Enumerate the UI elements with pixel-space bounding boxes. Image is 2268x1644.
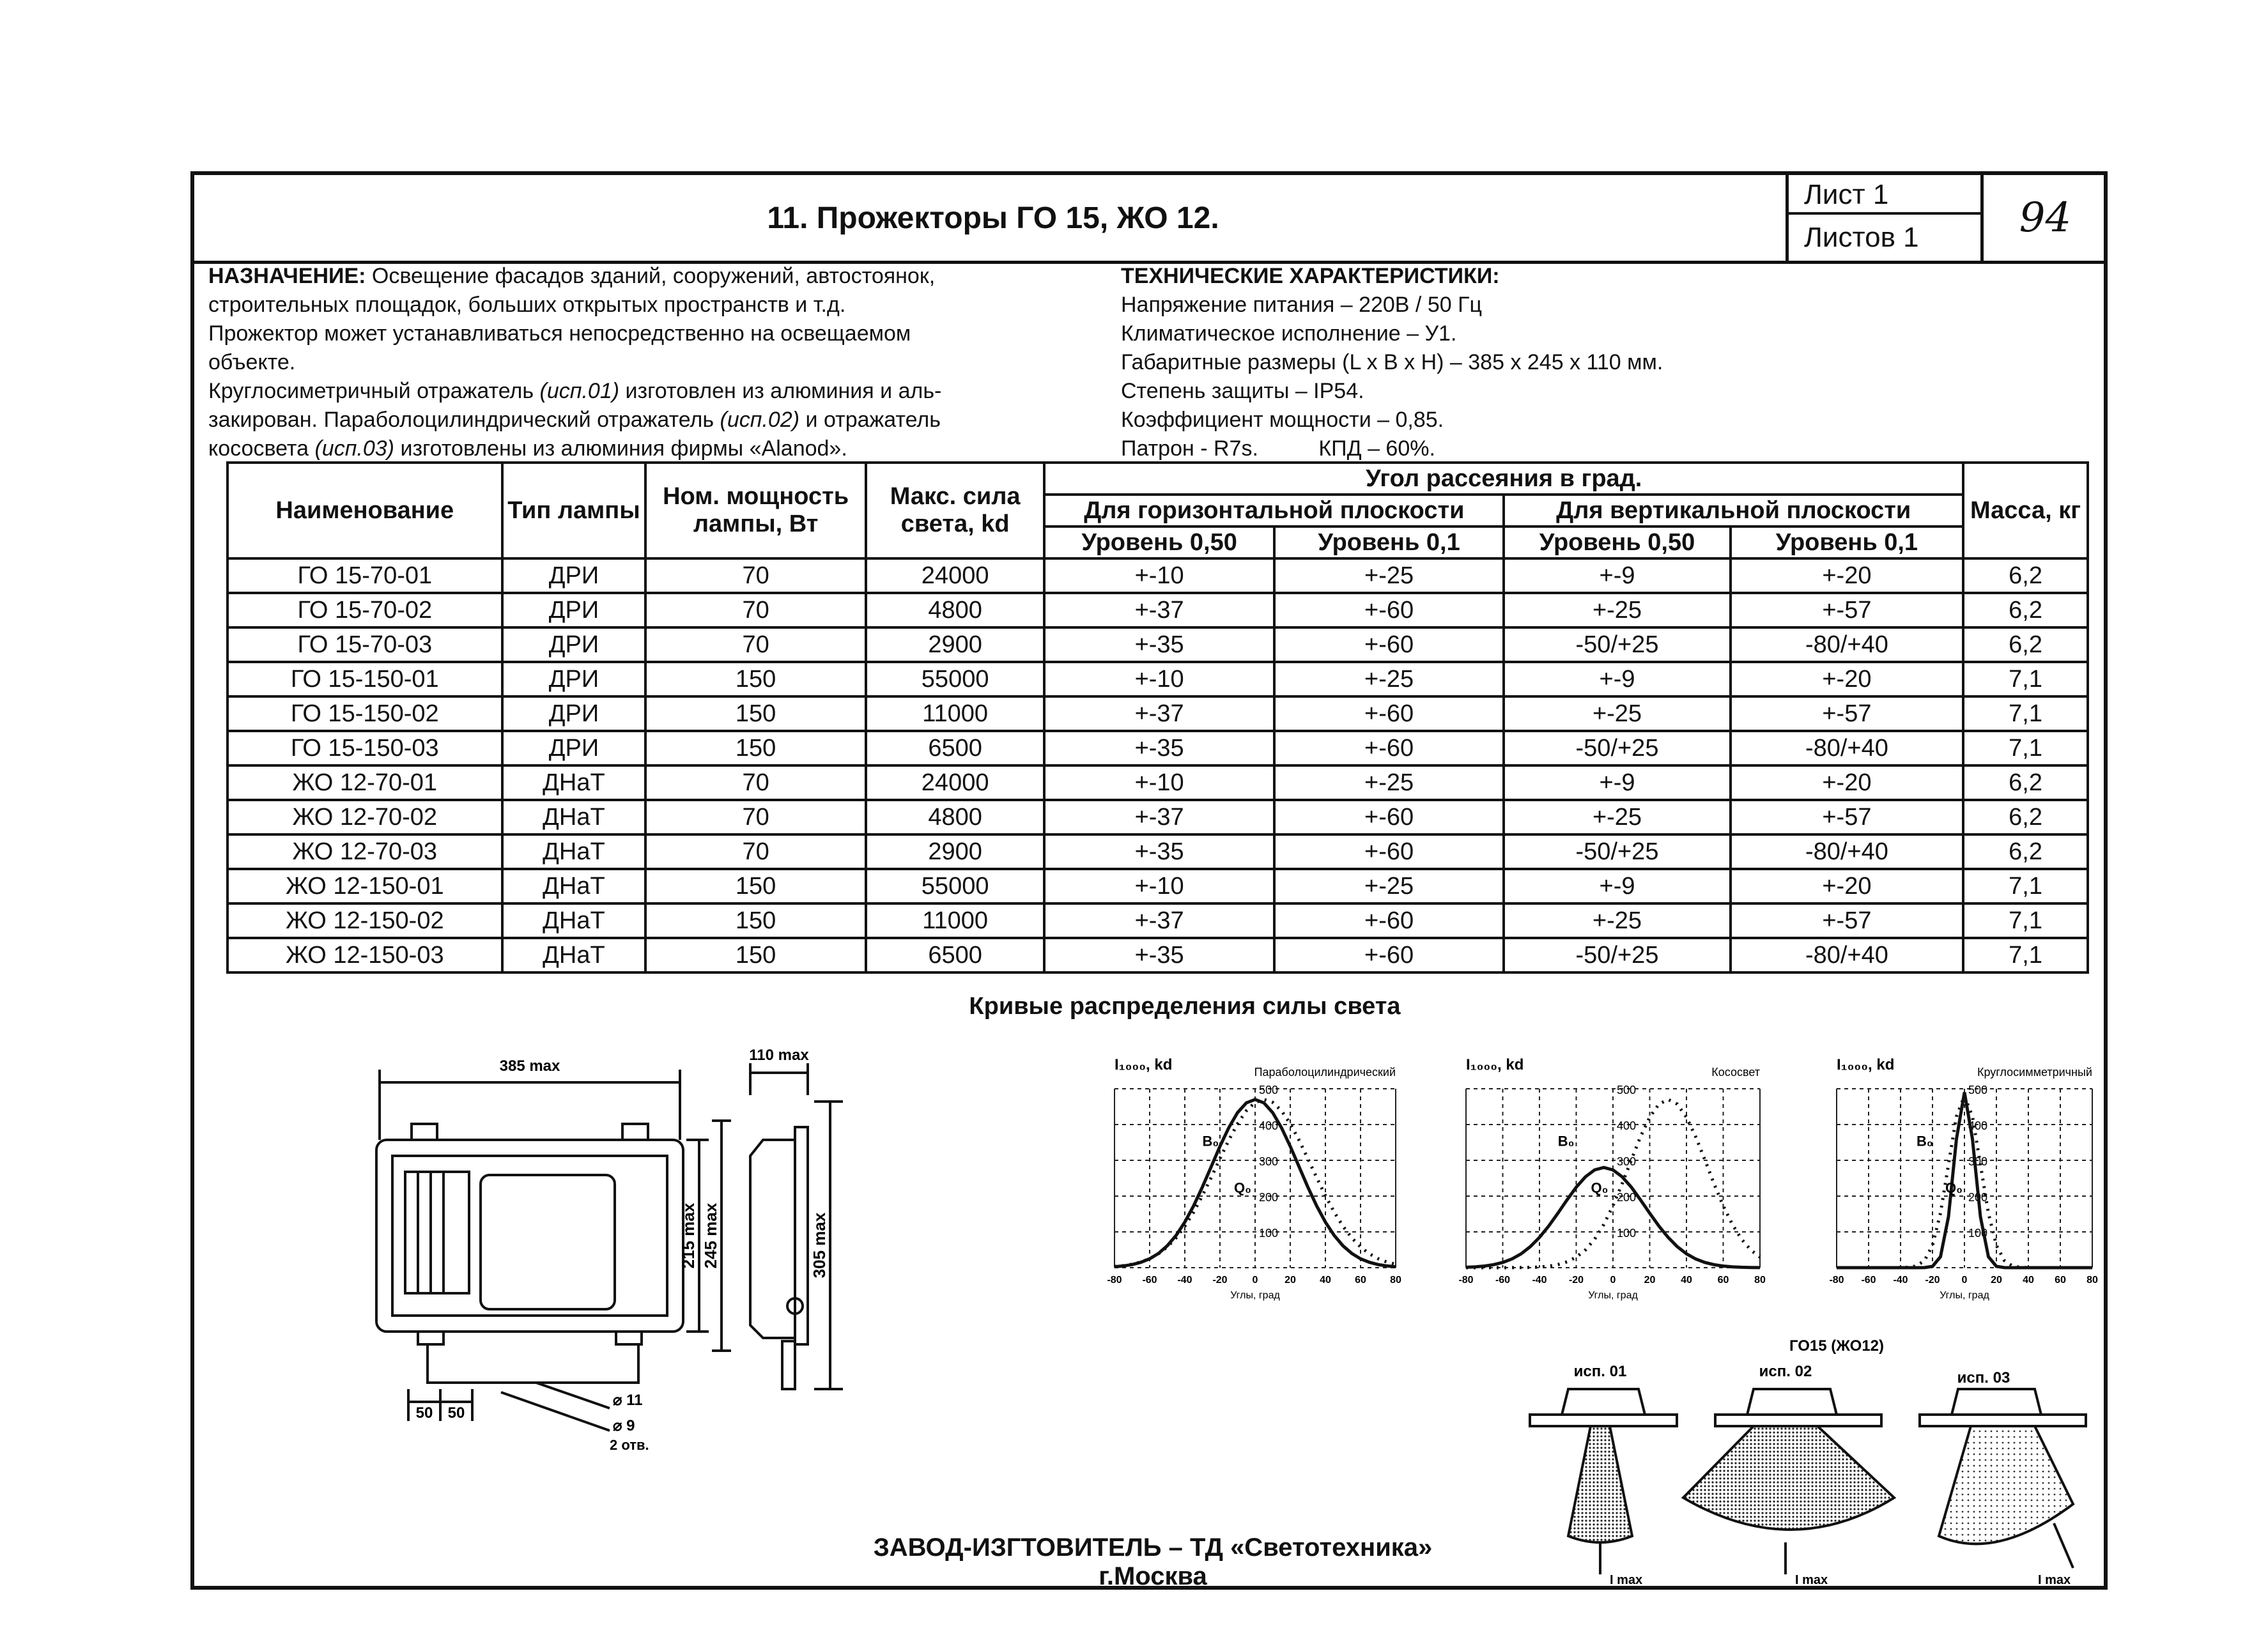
cell-v50: -50/+25: [1504, 731, 1730, 765]
cell-h50: +-10: [1044, 558, 1274, 593]
col-header-angle: Угол рассеяния в град.: [1044, 463, 1963, 495]
variant-ref: (исп.01): [539, 379, 620, 403]
y-tick-label: 400: [1968, 1119, 1988, 1132]
table-row: [228, 765, 2088, 800]
cell-mass: 7,1: [1963, 662, 2088, 696]
sheets-label: Листов 1: [1804, 222, 1919, 253]
purpose-line: закирован. Параболоцилиндрический отражатель: [208, 408, 720, 432]
cell-power: 70: [645, 627, 866, 662]
x-tick-label: -60: [1142, 1275, 1157, 1286]
cell-h50: +-37: [1044, 800, 1274, 834]
q0-label: Q₀: [1591, 1179, 1608, 1196]
document-sheet: [190, 171, 2108, 1590]
y-tick-label: 300: [1259, 1155, 1279, 1168]
col-header-level: Уровень 0,50: [1044, 526, 1274, 558]
purpose-line: Освещение фасадов зданий, сооружений, автостоянок,: [366, 264, 936, 288]
cell-h01: +-60: [1274, 800, 1504, 834]
cell-name: ГО 15-70-02: [228, 593, 502, 627]
cell-power: 70: [645, 593, 866, 627]
cell-h50: +-35: [1044, 834, 1274, 869]
table-row: [228, 696, 2088, 731]
cell-intensity: 4800: [866, 593, 1045, 627]
cell-h50: +-10: [1044, 662, 1274, 696]
cell-mass: 7,1: [1963, 938, 2088, 972]
cell-mass: 6,2: [1963, 834, 2088, 869]
variant-label-02: исп. 02: [1759, 1363, 1812, 1380]
cell-type: ДРИ: [502, 662, 646, 696]
cell-mass: 6,2: [1963, 627, 2088, 662]
cell-v01: -80/+40: [1731, 938, 1963, 972]
dim-215: 215 max: [679, 1202, 698, 1269]
col-header-level: Уровень 0,50: [1504, 526, 1730, 558]
dim-holes: 2 отв.: [610, 1437, 649, 1453]
purpose-line: объекте.: [208, 350, 296, 374]
variant-label-03: исп. 03: [1957, 1369, 2010, 1387]
cell-mass: 6,2: [1963, 800, 2088, 834]
cell-v01: +-57: [1731, 593, 1963, 627]
plot-title: Кососвет: [1711, 1066, 1760, 1079]
y-tick-label: 200: [1259, 1191, 1279, 1204]
x-tick-label: 40: [1320, 1275, 1331, 1286]
cell-v01: +-57: [1731, 800, 1963, 834]
y-tick-label: 400: [1617, 1119, 1637, 1132]
variant-label-01: исп. 01: [1573, 1363, 1627, 1380]
y-tick-label: 100: [1617, 1227, 1637, 1240]
x-axis-label: Углы, град: [1940, 1290, 1989, 1301]
tech-line: Степень защиты – IP54.: [1121, 379, 1364, 403]
y-tick-label: 400: [1259, 1119, 1279, 1132]
table-row: [228, 800, 2088, 834]
cell-name: ЖО 12-70-03: [228, 834, 502, 869]
plot-ylabel: I₁₀₀₀, kd: [1466, 1056, 1524, 1073]
x-tick-label: -20: [1925, 1275, 1940, 1286]
table-row: [228, 558, 2088, 593]
purpose-line: строительных площадок, больших открытых пространств и т.д.: [208, 293, 846, 317]
cell-v01: +-20: [1731, 662, 1963, 696]
cell-v50: +-9: [1504, 662, 1730, 696]
cell-name: ГО 15-150-02: [228, 696, 502, 731]
purpose-line: изготовлен из алюминия и аль-: [619, 379, 942, 403]
cell-h01: +-25: [1274, 662, 1504, 696]
x-tick-label: 0: [1610, 1275, 1616, 1286]
curves-caption: Кривые распределения силы света: [969, 993, 1401, 1020]
cell-intensity: 11000: [866, 696, 1045, 731]
spec-table: [226, 461, 2089, 974]
cell-power: 150: [645, 696, 866, 731]
table-row: [228, 662, 2088, 696]
cell-intensity: 11000: [866, 903, 1045, 938]
cell-type: ДНаТ: [502, 834, 646, 869]
x-tick-label: 20: [1991, 1275, 2002, 1286]
cell-v01: +-57: [1731, 696, 1963, 731]
col-header-type: Тип лампы: [502, 463, 646, 558]
purpose-line: и отражатель: [799, 408, 941, 432]
cell-v01: +-20: [1731, 765, 1963, 800]
variant-ref: (исп.03): [314, 436, 394, 461]
cell-h01: +-60: [1274, 834, 1504, 869]
y-tick-label: 500: [1617, 1084, 1637, 1096]
cell-v01: -80/+40: [1731, 627, 1963, 662]
cell-h50: +-35: [1044, 938, 1274, 972]
purpose-line: кососвета: [208, 436, 315, 461]
cell-mass: 7,1: [1963, 869, 2088, 903]
b0-label: B₀: [1557, 1133, 1575, 1149]
plot-grid: [1466, 1089, 1760, 1268]
cell-name: ЖО 12-70-02: [228, 800, 502, 834]
cell-mass: 7,1: [1963, 731, 2088, 765]
plot-grid: [1837, 1089, 2092, 1268]
table-row: [228, 903, 2088, 938]
plot-title: Параболоцилиндрический: [1254, 1066, 1396, 1079]
cell-name: ГО 15-150-01: [228, 662, 502, 696]
cell-type: ДРИ: [502, 731, 646, 765]
y-tick-label: 500: [1968, 1084, 1988, 1096]
x-tick-label: -80: [1829, 1275, 1844, 1286]
plot-asymmetric: [1453, 1050, 1773, 1306]
table-row: [228, 869, 2088, 903]
cell-intensity: 55000: [866, 662, 1045, 696]
cell-v01: +-20: [1731, 558, 1963, 593]
y-tick-label: 500: [1259, 1084, 1279, 1096]
purpose-line: Прожектор может устанавливаться непосредственно на освещаемом: [208, 321, 911, 346]
cell-name: ЖО 12-150-03: [228, 938, 502, 972]
cell-h01: +-60: [1274, 903, 1504, 938]
cell-v50: +-25: [1504, 593, 1730, 627]
x-tick-label: 80: [1390, 1275, 1401, 1286]
cell-v01: +-20: [1731, 869, 1963, 903]
dim-d9: ⌀ 9: [613, 1417, 635, 1434]
cell-v01: +-57: [1731, 903, 1963, 938]
cell-h01: +-60: [1274, 938, 1504, 972]
x-tick-label: 60: [1355, 1275, 1366, 1286]
variant-ref: (исп.02): [720, 408, 800, 432]
cell-v50: +-25: [1504, 696, 1730, 731]
x-tick-label: 20: [1284, 1275, 1296, 1286]
plot-title: Круглосимметричный: [1977, 1066, 2092, 1079]
x-tick-label: 0: [1961, 1275, 1968, 1286]
q0-label: Q₀: [1945, 1179, 1963, 1196]
cell-power: 150: [645, 903, 866, 938]
tech-specs: [1121, 262, 1663, 463]
cell-h50: +-37: [1044, 593, 1274, 627]
purpose-heading: НАЗНАЧЕНИЕ:: [208, 264, 366, 288]
cell-power: 150: [645, 869, 866, 903]
page-title: 11. Прожекторы ГО 15, ЖО 12.: [767, 201, 1219, 235]
col-header-vertical: Для вертикальной плоскости: [1504, 495, 1963, 526]
spec-table-body: [228, 558, 2088, 972]
x-tick-label: 40: [1681, 1275, 1692, 1286]
purpose-line: изготовлены из алюминия фирмы «Alanod».: [394, 436, 847, 461]
x-tick-label: -40: [1532, 1275, 1547, 1286]
cell-type: ДНаТ: [502, 869, 646, 903]
variants-group-label: ГО15 (ЖО12): [1789, 1337, 1885, 1355]
cell-v50: +-9: [1504, 765, 1730, 800]
x-tick-label: -60: [1861, 1275, 1876, 1286]
imax-label: I max: [2038, 1573, 2071, 1587]
plot-ylabel: I₁₀₀₀, kd: [1837, 1056, 1895, 1073]
tech-line: Габаритные размеры (L x B x H) – 385 x 245 x 110 мм.: [1121, 350, 1663, 374]
cell-power: 150: [645, 731, 866, 765]
q0-label: Q₀: [1234, 1179, 1252, 1196]
col-header-level: Уровень 0,1: [1731, 526, 1963, 558]
purpose-text: [208, 262, 941, 463]
cell-name: ГО 15-150-03: [228, 731, 502, 765]
x-tick-label: -60: [1495, 1275, 1511, 1286]
cell-v50: +-25: [1504, 903, 1730, 938]
cell-type: ДНаТ: [502, 903, 646, 938]
cell-name: ЖО 12-150-01: [228, 869, 502, 903]
page-number: 94: [1980, 175, 2107, 261]
plot-round: [1824, 1050, 2105, 1306]
cell-intensity: 55000: [866, 869, 1045, 903]
tech-heading: ТЕХНИЧЕСКИЕ ХАРАКТЕРИСТИКИ:: [1121, 264, 1500, 288]
x-tick-label: 80: [1754, 1275, 1766, 1286]
cell-type: ДРИ: [502, 558, 646, 593]
cell-h50: +-10: [1044, 765, 1274, 800]
curve-b0: [1837, 1093, 2092, 1268]
cell-mass: 6,2: [1963, 765, 2088, 800]
cell-power: 150: [645, 662, 866, 696]
cell-intensity: 4800: [866, 800, 1045, 834]
cell-v50: +-25: [1504, 800, 1730, 834]
y-tick-label: 100: [1968, 1227, 1988, 1240]
x-tick-label: -20: [1568, 1275, 1584, 1286]
cell-mass: 6,2: [1963, 558, 2088, 593]
x-axis-label: Углы, град: [1230, 1290, 1280, 1301]
manufacturer-footer: ЗАВОД-ИЗГТОВИТЕЛЬ – ТД «Светотехника» г.Москва: [873, 1533, 1433, 1590]
table-row: [228, 731, 2088, 765]
cell-power: 70: [645, 558, 866, 593]
dim-245: 245 max: [701, 1202, 720, 1269]
cell-power: 70: [645, 800, 866, 834]
col-header-mass: Масса, кг: [1963, 463, 2088, 558]
x-tick-label: 20: [1644, 1275, 1656, 1286]
cell-power: 150: [645, 938, 866, 972]
cell-name: ГО 15-70-01: [228, 558, 502, 593]
cell-intensity: 24000: [866, 765, 1045, 800]
cell-type: ДНаТ: [502, 800, 646, 834]
dim-50b: 50: [447, 1404, 465, 1422]
cell-intensity: 2900: [866, 834, 1045, 869]
cell-power: 70: [645, 765, 866, 800]
dim-50a: 50: [415, 1404, 433, 1422]
cell-intensity: 6500: [866, 938, 1045, 972]
x-tick-label: 60: [1717, 1275, 1729, 1286]
dim-305: 305 max: [810, 1212, 829, 1279]
col-header-name: Наименование: [228, 463, 502, 558]
tech-line: Напряжение питания – 220В / 50 Гц: [1121, 293, 1482, 317]
cell-v50: +-9: [1504, 869, 1730, 903]
cell-type: ДНаТ: [502, 938, 646, 972]
cell-h50: +-10: [1044, 869, 1274, 903]
x-tick-label: -40: [1893, 1275, 1908, 1286]
cell-v01: -80/+40: [1731, 834, 1963, 869]
cell-name: ЖО 12-70-01: [228, 765, 502, 800]
cell-intensity: 2900: [866, 627, 1045, 662]
x-tick-label: 40: [2023, 1275, 2034, 1286]
title-block: [194, 175, 2104, 264]
cell-name: ЖО 12-150-02: [228, 903, 502, 938]
b0-label: B₀: [1202, 1133, 1219, 1149]
plot-ylabel: I₁₀₀₀, kd: [1115, 1056, 1173, 1073]
cell-intensity: 6500: [866, 731, 1045, 765]
cell-h01: +-60: [1274, 627, 1504, 662]
cell-h01: +-60: [1274, 696, 1504, 731]
cell-power: 70: [645, 834, 866, 869]
y-tick-label: 300: [1968, 1155, 1988, 1168]
dim-d11: ⌀ 11: [613, 1392, 643, 1409]
purpose-line: Круглосиметричный отражатель: [208, 379, 540, 403]
x-tick-label: -80: [1458, 1275, 1474, 1286]
tech-line: Коэффициент мощности – 0,85.: [1121, 408, 1444, 432]
cell-h50: +-35: [1044, 627, 1274, 662]
x-tick-label: -40: [1177, 1275, 1192, 1286]
sheet-counter: [1786, 175, 1980, 261]
col-header-level: Уровень 0,1: [1274, 526, 1504, 558]
cell-h50: +-37: [1044, 696, 1274, 731]
cell-type: ДРИ: [502, 696, 646, 731]
col-header-horizontal: Для горизонтальной плоскости: [1044, 495, 1504, 526]
cell-mass: 7,1: [1963, 903, 2088, 938]
sheet-label: Лист 1: [1789, 175, 1980, 215]
y-tick-label: 200: [1968, 1191, 1988, 1204]
cell-h50: +-35: [1044, 731, 1274, 765]
cell-mass: 7,1: [1963, 696, 2088, 731]
variants-diagram: [1524, 1332, 2099, 1587]
cell-v01: -80/+40: [1731, 731, 1963, 765]
x-tick-label: -80: [1107, 1275, 1122, 1286]
table-row: [228, 834, 2088, 869]
col-header-intensity: Макс. сила света, kd: [866, 463, 1045, 558]
cell-mass: 6,2: [1963, 593, 2088, 627]
imax-label: I max: [1610, 1573, 1643, 1587]
x-axis-label: Углы, град: [1588, 1290, 1638, 1301]
b0-label: B₀: [1917, 1133, 1933, 1149]
imax-label: I max: [1795, 1573, 1828, 1587]
x-tick-label: 60: [2055, 1275, 2066, 1286]
cell-h01: +-60: [1274, 593, 1504, 627]
cell-name: ГО 15-70-03: [228, 627, 502, 662]
cell-type: ДРИ: [502, 593, 646, 627]
cell-h01: +-25: [1274, 558, 1504, 593]
table-row: [228, 938, 2088, 972]
cell-type: ДРИ: [502, 627, 646, 662]
cell-intensity: 24000: [866, 558, 1045, 593]
y-tick-label: 300: [1617, 1155, 1637, 1168]
x-tick-label: 0: [1252, 1275, 1258, 1286]
cell-h50: +-37: [1044, 903, 1274, 938]
tech-line: Климатическое исполнение – У1.: [1121, 321, 1457, 346]
tech-line: Патрон - R7s. КПД – 60%.: [1121, 436, 1435, 461]
dim-110: 110 max: [749, 1047, 809, 1064]
cell-type: ДНаТ: [502, 765, 646, 800]
table-row: [228, 627, 2088, 662]
cell-v50: +-9: [1504, 558, 1730, 593]
plot-parabolic: [1102, 1050, 1408, 1306]
table-row: [228, 593, 2088, 627]
y-tick-label: 200: [1617, 1191, 1637, 1204]
x-tick-label: -20: [1212, 1275, 1228, 1286]
cell-h01: +-60: [1274, 731, 1504, 765]
x-tick-label: 80: [2087, 1275, 2098, 1286]
cell-h01: +-25: [1274, 869, 1504, 903]
cell-v50: -50/+25: [1504, 938, 1730, 972]
dim-385: 385 max: [499, 1057, 560, 1075]
cell-v50: -50/+25: [1504, 627, 1730, 662]
cell-v50: -50/+25: [1504, 834, 1730, 869]
y-tick-label: 100: [1259, 1227, 1279, 1240]
col-header-power: Ном. мощность лампы, Вт: [645, 463, 866, 558]
cell-h01: +-25: [1274, 765, 1504, 800]
